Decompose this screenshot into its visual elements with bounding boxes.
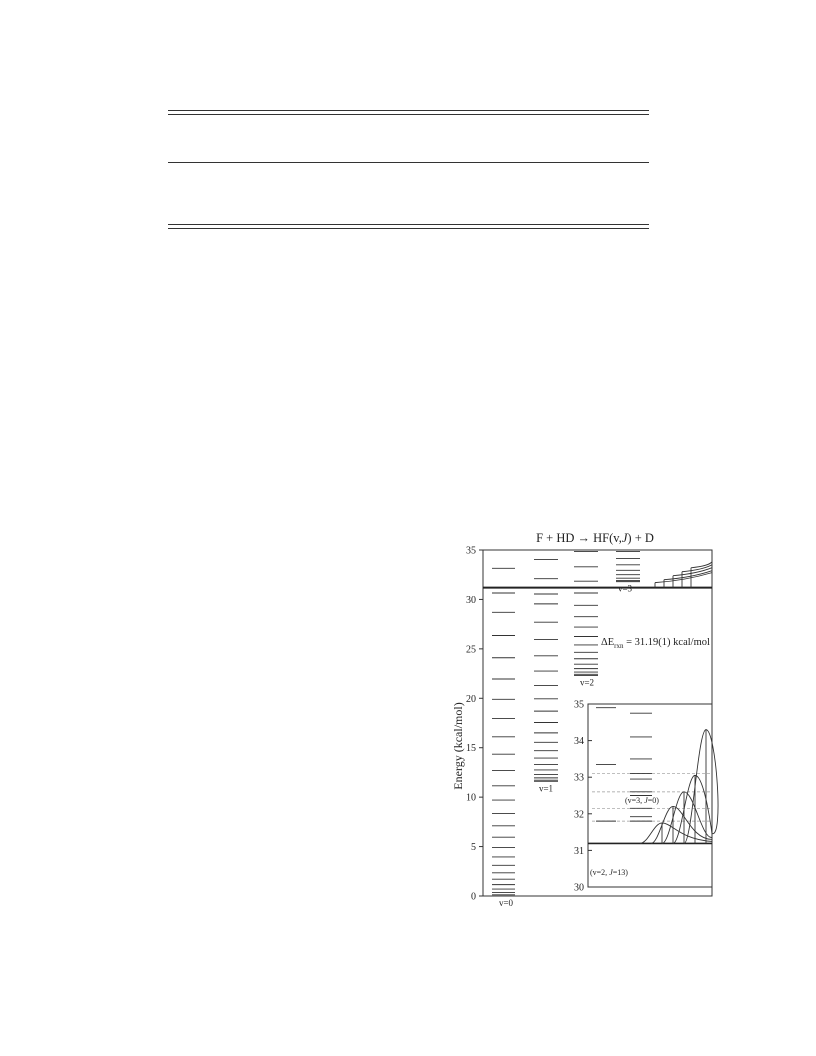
inset-y-tick-label: 33 xyxy=(574,772,584,784)
table-middle-rule xyxy=(168,162,649,163)
inset-y-tick-label: 30 xyxy=(574,882,584,894)
distribution-curves xyxy=(655,562,712,588)
y-tick-label: 0 xyxy=(471,891,476,903)
distribution-curve xyxy=(682,565,712,572)
inset-label-v3: (v=3, J=0) xyxy=(625,796,659,805)
y-tick-label: 35 xyxy=(466,545,476,557)
chart-title: F + HD → HF(v,J) + D xyxy=(536,531,654,545)
energy-level-figure xyxy=(440,524,730,919)
energy-level-chart xyxy=(440,524,730,914)
column-label: v=3 xyxy=(617,583,633,594)
inset-y-tick-label: 31 xyxy=(574,845,584,857)
column-label: v=0 xyxy=(498,898,514,908)
y-tick-label: 5 xyxy=(471,842,476,854)
delta-e-annotation: $\Delta E_{rxn} = 31.19(1)$ kcal/mol xyxy=(601,637,710,650)
inset-y-tick-label: 35 xyxy=(574,699,584,711)
distribution-curve xyxy=(691,562,712,568)
inset-y-tick-label: 32 xyxy=(574,809,584,821)
y-tick-label: 20 xyxy=(466,693,476,705)
table-top-rule xyxy=(168,110,649,111)
table-bottom-rule-inner xyxy=(168,228,649,229)
y-tick-label: 10 xyxy=(466,792,476,804)
y-axis-label: Energy (kcal/mol) xyxy=(451,702,465,790)
inset-label-v2: (v=2, J=13) xyxy=(590,868,628,877)
inset-y-tick-label: 34 xyxy=(574,736,584,748)
y-axis-ticks xyxy=(466,546,483,903)
table-top-rule-inner xyxy=(168,114,649,115)
y-tick-label: 25 xyxy=(466,644,476,656)
table-bottom-rule xyxy=(168,224,649,225)
y-tick-label: 30 xyxy=(466,594,476,606)
y-tick-label: 15 xyxy=(466,743,476,755)
column-label: v=1 xyxy=(538,783,554,794)
column-label: v=2 xyxy=(579,677,595,688)
